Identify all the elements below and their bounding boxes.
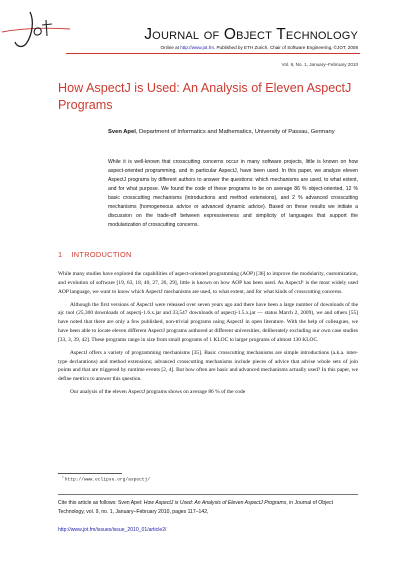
section-number: 1 — [58, 250, 63, 259]
journal-title: Journal of Object Technology — [144, 26, 358, 43]
body-text — [58, 270, 358, 401]
footnote-link[interactable]: http://www.eclipse.org/aspectj/ — [64, 477, 151, 483]
author-name: Sven Apel — [108, 129, 136, 135]
article-title: How AspectJ is Used: An Analysis of Eleven AspectJ Programs — [58, 81, 352, 112]
citation-suffix: , in Journal of Object Technology, vol. 9, no. 1, January–February 2010, pages 117–142, — [58, 500, 334, 515]
abstract-text: While it is well-known that crosscutting concerns occur in many software projects, little is known on how aspect-oriented programming, and in particular AspectJ, have been used. In this paper, we analyze eleven AspectJ programs by different authors to answer the questions: which mechanisms are used, to what extent, and for what purpose. We found the code of these programs to be on average 86 % object-oriented, 12 % basic crosscutting mechanisms (introductions and method extensions), and 2 % advanced crosscutting mechanisms (homogeneous advice or advanced dynamic advice). Based on these results we initiate a discussion on the trade-off between expressiveness and simplicity of languages that support the modularization of crosscutting concerns. — [108, 159, 358, 228]
citation-link[interactable]: http://www.jot.fm/issues/issue_2010_01/article2/ — [58, 527, 167, 533]
citation-prefix: Cite this article as follows: Sven Apel: — [58, 500, 144, 506]
citation-title: How AspectJ is Used: An Analysis of Eleven AspectJ Programs — [143, 500, 287, 506]
body-paragraph: While many studies have explored the capabilities of aspect-oriented programming (AOP) [36] to improve the modularity, customization, and evolution of software [19, 63, 18, 40, 27, 26, 29], little is known on how AOP has been used. As AspectJ¹ is the most widely used AOP language, we want to know which AspectJ mechanisms are used, to what extent, and for what kinds of crosscutting concerns. — [58, 271, 358, 295]
journal-website-link[interactable]: http://www.jot.fm — [180, 45, 214, 50]
footnote — [62, 475, 358, 483]
online-prefix: Online at — [160, 45, 181, 50]
section-title: INTRODUCTION — [71, 250, 132, 259]
masthead-divider — [66, 53, 360, 54]
citation-divider — [58, 494, 358, 495]
section-heading — [58, 250, 358, 259]
abstract — [108, 158, 358, 230]
footnote-mark: 1 — [62, 475, 64, 479]
issue-info: Vol. 9, No. 1, January–February 2010 — [281, 62, 358, 67]
footnote-divider — [58, 473, 122, 474]
online-suffix: . Published by ETH Zurich, Chair of Software Engineering. ©JOT, 2008 — [213, 45, 358, 50]
author-affiliation: , Department of Informatics and Mathematics, University of Passau, Germany — [135, 129, 335, 135]
citation — [58, 499, 358, 517]
author-block — [108, 128, 358, 137]
body-paragraph: Although the first versions of AspectJ were released over seven years ago and there have been a large number of downloads of the ajc tool (25,300 downloads of aspectj-1.6.x.jar and 33,547 downloads of aspectj-1.5.x.jar — status March 2, 2009), we and others [55] have noted that there are only a few published, non-trivial programs using AspectJ in open literature. With the help of colleagues, we have been able to locate eleven different AspectJ programs authored at different universities, deliberately excluding our own case studies [33, 3, 39, 42]. These programs range in size from small programs of 1 KLOC to larger programs of almost 130 KLOC. — [58, 301, 358, 343]
body-paragraph: Our analysis of the eleven AspectJ programs shows on average 86 % of the code — [70, 389, 246, 396]
journal-online-line — [62, 45, 358, 50]
body-paragraph: AspectJ offers a variety of programming mechanisms [35]. Basic crosscutting mechanisms are simple introductions (a.k.a. inter-type declarations) and method extensions; advanced crosscutting mechanisms include pieces of advice that advise whole sets of join points and that are triggered by runtime events [2, 4]. But how often are basic and advanced mechanisms actually used? In this paper, we define metrics to answer this question. — [58, 349, 358, 383]
